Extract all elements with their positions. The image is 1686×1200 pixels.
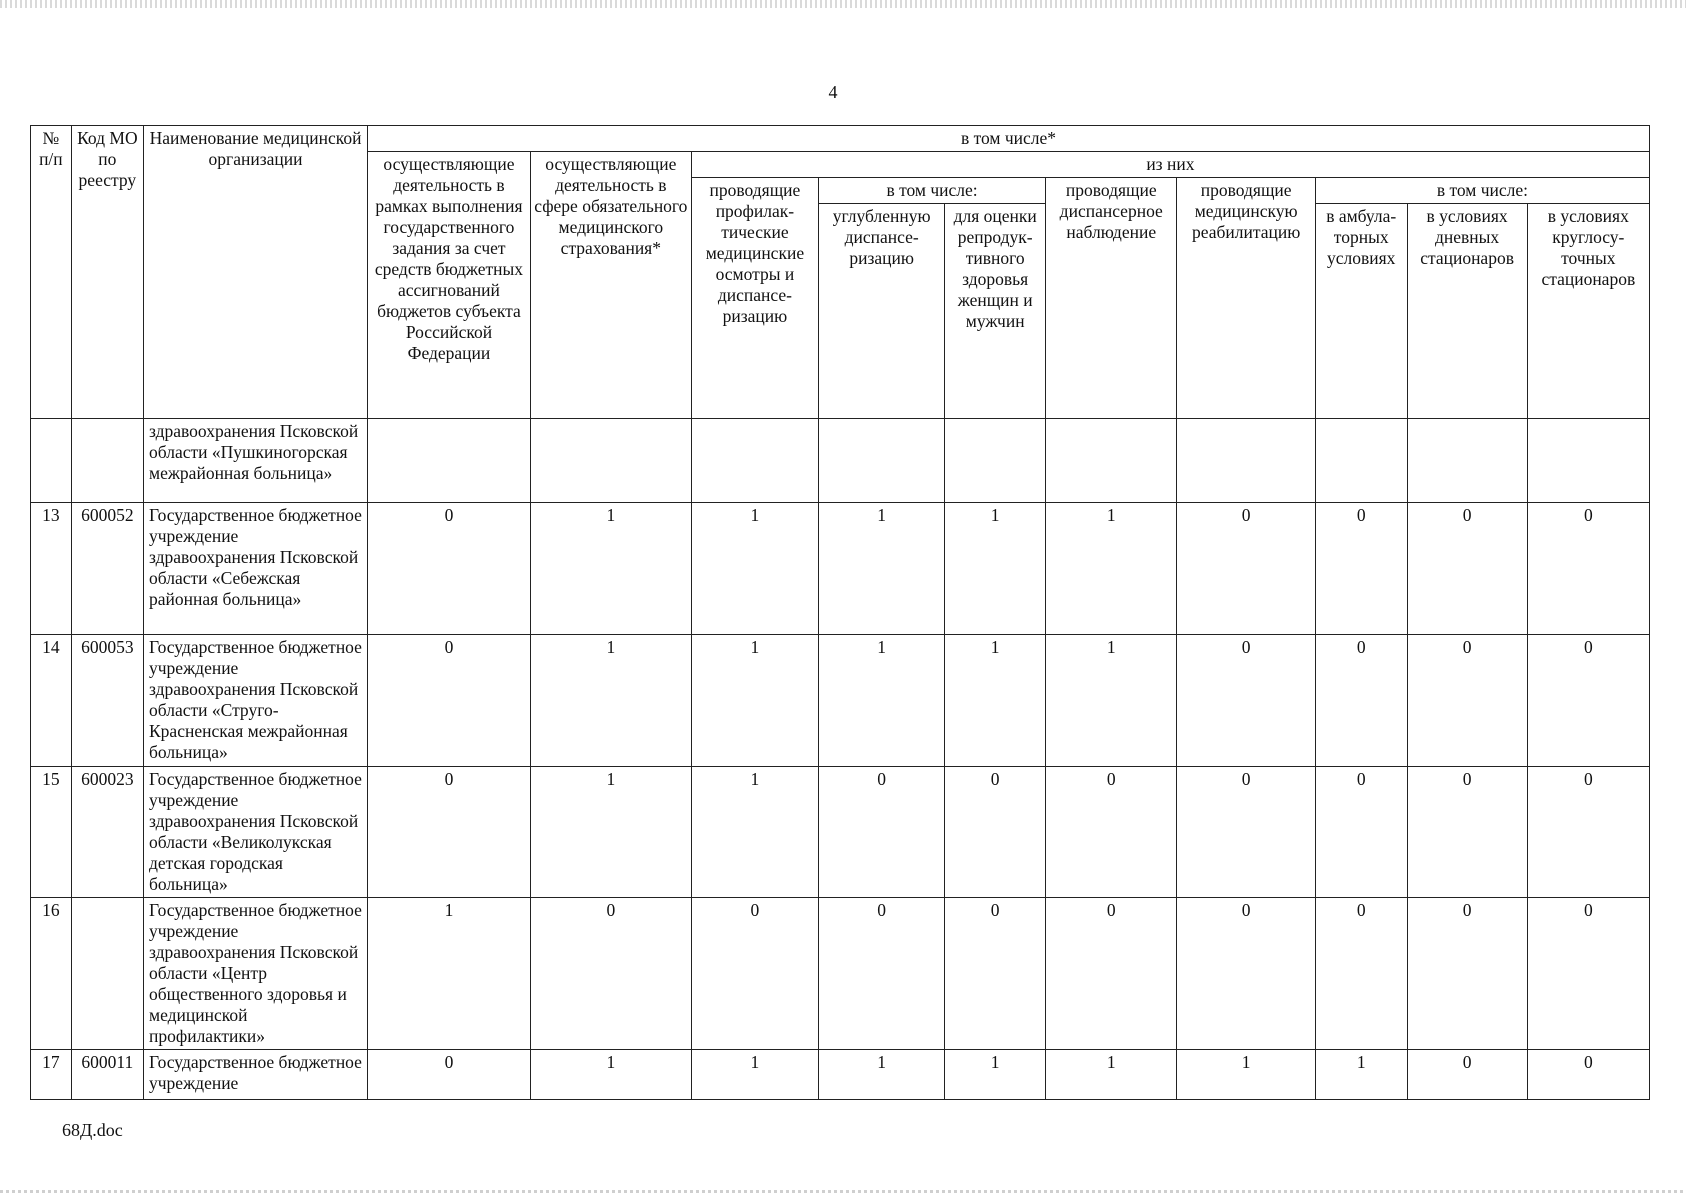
- cell-day-hospital: 0: [1407, 898, 1527, 1050]
- row-name: Государственное бюджетное учреждение здравоохранения Псковской области «Струго-Красненская межрайонная больница»: [144, 635, 368, 767]
- cell-rehabilitation: 0: [1177, 898, 1315, 1050]
- cell-outpatient: 0: [1315, 898, 1407, 1050]
- header-group-including: в том числе*: [368, 126, 1650, 152]
- cell-round-clock-hospital: 0: [1527, 1050, 1649, 1100]
- row-code: 600011: [71, 1050, 143, 1100]
- cell-rehabilitation: 0: [1177, 635, 1315, 767]
- cell-day-hospital: 0: [1407, 635, 1527, 767]
- cell-day-hospital: [1407, 419, 1527, 503]
- cell-round-clock-hospital: 0: [1527, 767, 1649, 898]
- row-name: Государственное бюджетное учреждение здравоохранения Псковской области «Великолукская детская городская больница»: [144, 767, 368, 898]
- row-num: 17: [31, 1050, 72, 1100]
- cell-oms: 1: [530, 635, 691, 767]
- header-prophylactic: проводящие профилак-тические медицинские осмотры и диспансе-ризацию: [691, 178, 818, 419]
- table-row: [31, 419, 1650, 503]
- cell-round-clock-hospital: 0: [1527, 898, 1649, 1050]
- cell-reproductive-health: [945, 419, 1046, 503]
- header-rehabilitation: проводящие медицинскую реабилитацию: [1177, 178, 1315, 419]
- header-row-1: [31, 126, 1650, 152]
- cell-rehabilitation: 0: [1177, 767, 1315, 898]
- row-num: 14: [31, 635, 72, 767]
- table-row: [31, 898, 1650, 1050]
- header-round-clock-hospital: в условиях круглосу-точных стационаров: [1527, 204, 1649, 419]
- cell-round-clock-hospital: 0: [1527, 503, 1649, 635]
- cell-deep-dispensarization: 0: [819, 898, 945, 1050]
- cell-reproductive-health: 1: [945, 635, 1046, 767]
- cell-prophylactic: 1: [691, 1050, 818, 1100]
- row-code: 600052: [71, 503, 143, 635]
- row-num: [31, 419, 72, 503]
- cell-deep-dispensarization: 1: [819, 1050, 945, 1100]
- cell-day-hospital: 0: [1407, 503, 1527, 635]
- cell-state-task: 0: [368, 1050, 531, 1100]
- cell-dispensary: 0: [1046, 898, 1177, 1050]
- cell-prophylactic: 0: [691, 898, 818, 1050]
- cell-prophylactic: 1: [691, 767, 818, 898]
- header-group-including-b: в том числе:: [1315, 178, 1649, 204]
- table-row: [31, 503, 1650, 635]
- header-code: Код МО по реестру: [71, 126, 143, 419]
- cell-rehabilitation: 1: [1177, 1050, 1315, 1100]
- table-body: [31, 419, 1650, 1100]
- header-reproductive-health: для оценки репродук-тивного здоровья женщин и мужчин: [945, 204, 1046, 419]
- cell-reproductive-health: 1: [945, 1050, 1046, 1100]
- cell-deep-dispensarization: [819, 419, 945, 503]
- row-code: [71, 898, 143, 1050]
- table-row: [31, 767, 1650, 898]
- cell-prophylactic: 1: [691, 503, 818, 635]
- cell-oms: [530, 419, 691, 503]
- row-name: Государственное бюджетное учреждение: [144, 1050, 368, 1100]
- page-number: 4: [828, 82, 838, 102]
- cell-reproductive-health: 0: [945, 898, 1046, 1050]
- cell-dispensary: [1046, 419, 1177, 503]
- header-dispensary: проводящие диспансерное наблюдение: [1046, 178, 1177, 419]
- cell-reproductive-health: 0: [945, 767, 1046, 898]
- row-code: 600023: [71, 767, 143, 898]
- header-deep-dispensarization: углубленную диспансе-ризацию: [819, 204, 945, 419]
- cell-dispensary: 0: [1046, 767, 1177, 898]
- row-code: 600053: [71, 635, 143, 767]
- cell-dispensary: 1: [1046, 503, 1177, 635]
- row-num: 13: [31, 503, 72, 635]
- cell-deep-dispensarization: 1: [819, 503, 945, 635]
- table-row: [31, 1050, 1650, 1100]
- header-day-hospital: в условиях дневных стационаров: [1407, 204, 1527, 419]
- cell-outpatient: [1315, 419, 1407, 503]
- cell-state-task: 0: [368, 767, 531, 898]
- header-name: Наименование медицинской организации: [144, 126, 368, 419]
- cell-round-clock-hospital: [1527, 419, 1649, 503]
- row-name: Государственное бюджетное учреждение здравоохранения Псковской области «Центр общественного здоровья и медицинской профилактики»: [144, 898, 368, 1050]
- cell-outpatient: 1: [1315, 1050, 1407, 1100]
- cell-outpatient: 0: [1315, 635, 1407, 767]
- cell-oms: 0: [530, 898, 691, 1050]
- cell-deep-dispensarization: 1: [819, 635, 945, 767]
- cell-oms: 1: [530, 503, 691, 635]
- cell-state-task: 0: [368, 635, 531, 767]
- cell-rehabilitation: [1177, 419, 1315, 503]
- cell-reproductive-health: 1: [945, 503, 1046, 635]
- row-num: 15: [31, 767, 72, 898]
- row-name: здравоохранения Псковской области «Пушкиногорская межрайонная больница»: [144, 419, 368, 503]
- cell-day-hospital: 0: [1407, 767, 1527, 898]
- cell-deep-dispensarization: 0: [819, 767, 945, 898]
- header-group-of-them: из них: [691, 152, 1649, 178]
- cell-oms: 1: [530, 767, 691, 898]
- organizations-table: [30, 125, 1650, 1100]
- cell-round-clock-hospital: 0: [1527, 635, 1649, 767]
- cell-prophylactic: [691, 419, 818, 503]
- table-row: [31, 635, 1650, 767]
- cell-dispensary: 1: [1046, 1050, 1177, 1100]
- footer-filename: 68Д.doc: [62, 1120, 123, 1140]
- header-state-task: осуществляющие деятельность в рамках выполнения государственного задания за счет средств бюджетных ассигнований бюджетов субъекта Российской Федерации: [368, 152, 531, 419]
- cell-outpatient: 0: [1315, 767, 1407, 898]
- header-outpatient: в амбула-торных условиях: [1315, 204, 1407, 419]
- row-num: 16: [31, 898, 72, 1050]
- scan-edge-bottom: [0, 1190, 1686, 1193]
- cell-prophylactic: 1: [691, 635, 818, 767]
- cell-outpatient: 0: [1315, 503, 1407, 635]
- cell-state-task: [368, 419, 531, 503]
- cell-state-task: 1: [368, 898, 531, 1050]
- header-group-including-a: в том числе:: [819, 178, 1046, 204]
- row-code: [71, 419, 143, 503]
- cell-oms: 1: [530, 1050, 691, 1100]
- cell-dispensary: 1: [1046, 635, 1177, 767]
- header-oms: осуществляющие деятельность в сфере обязательного медицинского страхования*: [530, 152, 691, 419]
- cell-rehabilitation: 0: [1177, 503, 1315, 635]
- row-name: Государственное бюджетное учреждение здравоохранения Псковской области «Себежская районная больница»: [144, 503, 368, 635]
- scan-edge-top: [0, 0, 1686, 8]
- header-num: № п/п: [31, 126, 72, 419]
- cell-state-task: 0: [368, 503, 531, 635]
- cell-day-hospital: 0: [1407, 1050, 1527, 1100]
